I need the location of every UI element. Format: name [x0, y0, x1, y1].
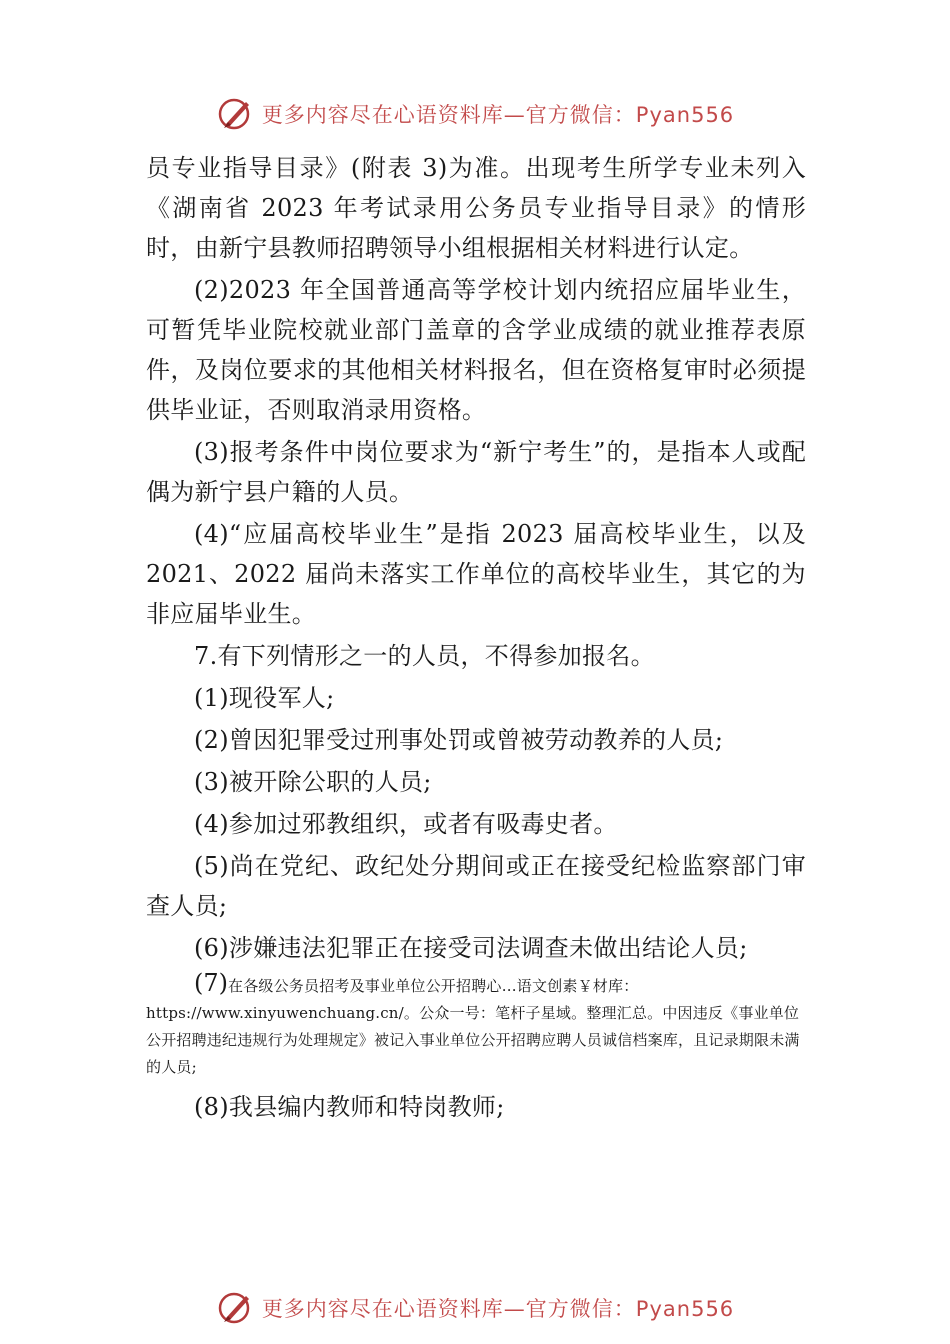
paragraph: 7.有下列情形之一的人员，不得参加报名。: [194, 642, 655, 670]
footer-banner: [0, 1286, 950, 1330]
list-item-7-lead: (7): [194, 969, 228, 997]
paragraph: (4)“应届高校毕业生”是指 2023 届高校毕业生，以及2021、2022 届尚未落实工作单位的高校毕业生，其它的为非应届毕业生。: [146, 520, 806, 628]
banner-text: 更多内容尽在心语资料库—官方微信：Pyan556: [261, 1297, 735, 1321]
pen-logo-icon: [216, 94, 256, 134]
list-item: (5)尚在党纪、政纪处分期间或正在接受纪检监察部门审查人员;: [146, 852, 806, 920]
list-item: (3)被开除公职的人员;: [194, 768, 432, 796]
paragraph: (3)报考条件中岗位要求为“新宁考生”的，是指本人或配偶为新宁县户籍的人员。: [146, 438, 806, 506]
list-item: (6)涉嫌违法犯罪正在接受司法调查未做出结论人员;: [194, 934, 748, 962]
banner-text: 更多内容尽在心语资料库—官方微信：Pyan556: [261, 103, 735, 127]
pen-logo-icon: [216, 1288, 256, 1328]
header-banner: [0, 92, 950, 136]
list-item-7-text: 在各级公务员招考及事业单位公开招聘心…语文创素￥材库：https://www.xinyuwenchuang.cn/。公众一号：笔杆子星域。整理汇总。中因违反《事业单位公开招聘违纪违规行为处理规定》被记入事业单位公开招聘应聘人员诚信档案库，且记录期限未满的人员;: [146, 977, 800, 1076]
list-item: (8)我县编内教师和特岗教师;: [194, 1093, 505, 1121]
document-body: [146, 148, 806, 1127]
list-item: (1)现役军人;: [194, 684, 335, 712]
list-item-7: [146, 970, 806, 1081]
paragraph: (2)2023 年全国普通高等学校计划内统招应届毕业生，可暂凭毕业院校就业部门盖章的含学业成绩的就业推荐表原件，及岗位要求的其他相关材料报名，但在资格复审时必须提供毕业证，否则取消录用资格。: [146, 276, 806, 424]
paragraph: 员专业指导目录》(附表 3)为准。出现考生所学专业未列入《湖南省 2023 年考试录用公务员专业指导目录》的情形时，由新宁县教师招聘领导小组根据相关材料进行认定。: [146, 154, 806, 262]
list-item: (2)曾因犯罪受过刑事处罚或曾被劳动教养的人员;: [194, 726, 724, 754]
list-item: (4)参加过邪教组织，或者有吸毒史者。: [194, 810, 618, 838]
